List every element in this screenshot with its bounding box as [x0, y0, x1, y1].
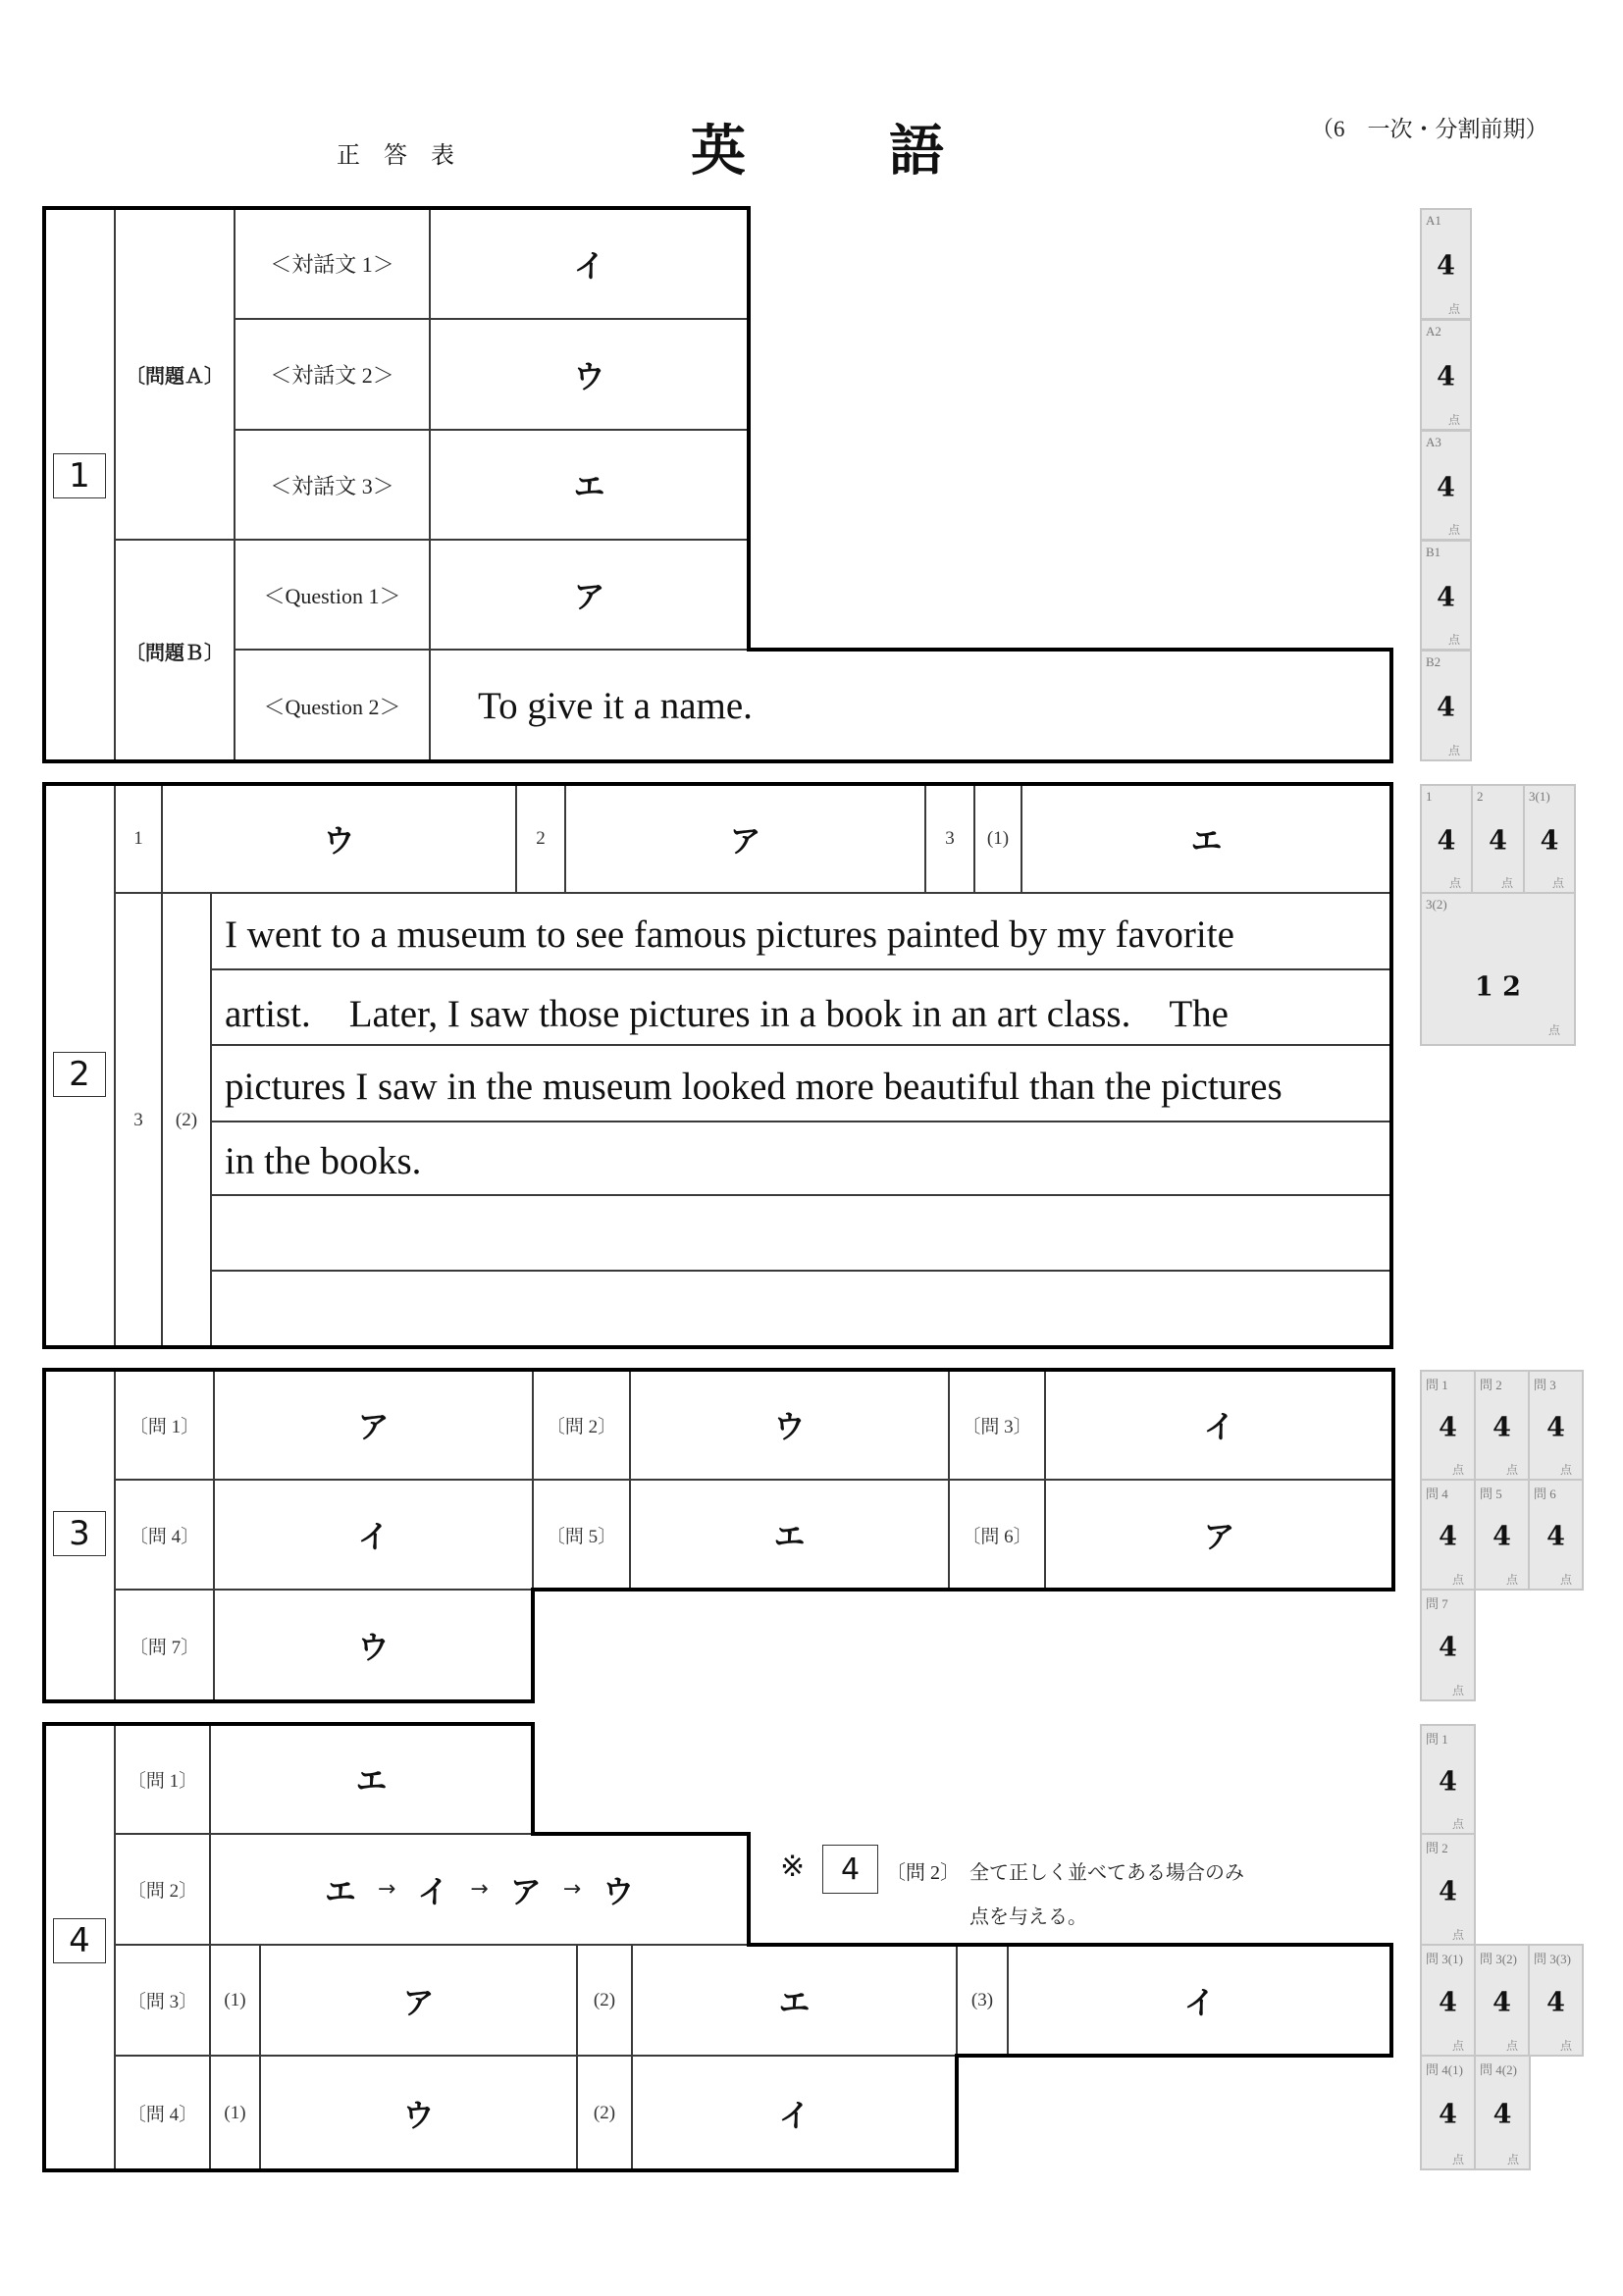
question-label: 〔問 7〕 [129, 1637, 200, 1658]
score-points: 4 [1439, 1987, 1457, 2018]
group-b-cell [115, 540, 235, 761]
score-box [1420, 2055, 1476, 2170]
question-label: ＜対話文 3＞ [270, 473, 394, 498]
score-unit: 点 [1451, 1928, 1464, 1942]
sub-question-cell [577, 1945, 632, 2056]
score-box [1420, 430, 1472, 541]
question-label-cell [533, 1480, 630, 1590]
sub-question-number: (2) [593, 1989, 616, 2010]
score-box [1420, 208, 1472, 320]
sequence-answer-cell [210, 1834, 749, 1945]
score-box [1420, 1724, 1476, 1835]
score-points: 4 [1540, 825, 1559, 857]
answer-cell [430, 650, 1391, 761]
question-label: ＜Question 1＞ [263, 583, 401, 608]
score-points: 4 [1437, 361, 1455, 392]
score-box [1420, 892, 1576, 1046]
score-label: 問 1 [1426, 1732, 1448, 1747]
answer-text: ウ [402, 2096, 435, 2134]
group-b-label: 〔問題Ｂ〕 [126, 640, 224, 664]
score-points: 4 [1439, 1766, 1457, 1798]
answer-text: エ [573, 468, 605, 505]
answer-cell [430, 430, 749, 540]
score-unit: 点 [1506, 2153, 1519, 2166]
sequence-item: イ [417, 1872, 449, 1910]
score-label: 1 [1426, 789, 1433, 804]
sub-question-cell [162, 893, 211, 1347]
section-number-box: 2 [53, 1052, 106, 1097]
score-points: 4 [1492, 1521, 1511, 1552]
score-unit: 点 [1500, 876, 1513, 890]
question-number-cell [516, 784, 565, 893]
score-unit: 点 [1451, 1684, 1464, 1697]
score-unit: 点 [1451, 2039, 1464, 2053]
score-points: 4 [1437, 692, 1455, 723]
score-points: 4 [1439, 1632, 1457, 1663]
question-label-cell [115, 1834, 210, 1945]
score-label: 問 2 [1426, 1841, 1448, 1855]
note-line-2: 点を与える。 [969, 1906, 1087, 1928]
question-label: 〔問 4〕 [129, 1526, 200, 1547]
question-label: ＜対話文 1＞ [270, 252, 394, 277]
sub-question-cell [957, 1945, 1008, 2056]
score-unit: 点 [1447, 744, 1460, 757]
answer-text: エ [773, 1518, 806, 1555]
question-label: ＜Question 2＞ [263, 694, 401, 719]
sub-question-number: (3) [970, 1989, 994, 2010]
question-label-cell [235, 319, 430, 430]
question-number: 3 [133, 1109, 143, 1130]
question-label: ＜対話文 2＞ [270, 363, 394, 388]
answer-text: イ [1203, 1408, 1235, 1445]
question-number-cell [115, 784, 162, 893]
score-label: A3 [1426, 435, 1441, 449]
question-label-cell [235, 208, 430, 319]
answer-cell [214, 1590, 533, 1701]
score-unit: 点 [1505, 1463, 1518, 1477]
answer-text: ウ [573, 357, 605, 395]
score-points: 4 [1439, 2099, 1457, 2130]
score-label: B1 [1426, 545, 1441, 559]
answer-cell [1045, 1370, 1393, 1480]
score-unit: 点 [1447, 413, 1460, 427]
answer-cell [430, 319, 749, 430]
question-label-cell [235, 540, 430, 650]
answer-sequence [325, 1867, 634, 1912]
answer-cell [430, 208, 749, 319]
question-label-cell [115, 1724, 210, 1834]
answer-text: ウ [357, 1629, 390, 1666]
score-unit: 点 [1559, 1573, 1572, 1587]
arrow-right-icon: → [562, 1877, 582, 1902]
question-label: 〔問 1〕 [129, 1416, 200, 1437]
question-label-cell [115, 1590, 214, 1701]
question-label: 〔問 4〕 [127, 2105, 198, 2125]
score-label: 2 [1477, 789, 1484, 804]
score-label: 問 4(1) [1426, 2062, 1463, 2077]
question-label-cell [115, 1480, 214, 1590]
section-number-box: 4 [53, 1918, 106, 1963]
question-label-cell [949, 1370, 1045, 1480]
score-points: 4 [1439, 1876, 1457, 1907]
score-label: 問 2 [1480, 1378, 1502, 1392]
answer-cell [214, 1370, 533, 1480]
sub-question-cell [210, 2056, 260, 2170]
sub-question-number: (1) [224, 2102, 246, 2123]
answer-cell [430, 540, 749, 650]
sub-question-number: (2) [593, 2102, 616, 2123]
score-points: 4 [1437, 250, 1455, 282]
group-a-cell [115, 208, 235, 540]
answer-text: ウ [323, 821, 355, 860]
score-box [1528, 1944, 1584, 2057]
question-label: 〔問 2〕 [127, 1881, 198, 1902]
answer-cell [260, 2056, 577, 2170]
writing-line [211, 1045, 1391, 1122]
score-box [1420, 650, 1472, 761]
question-label-cell [115, 1945, 210, 2056]
score-box [1420, 319, 1472, 431]
score-box [1528, 1479, 1584, 1591]
question-number-cell [115, 893, 162, 1347]
score-label: 問 6 [1534, 1487, 1556, 1501]
note-line-1: 全て正しく並べてある場合のみ [969, 1862, 1244, 1884]
question-label: 〔問 2〕 [546, 1416, 617, 1437]
answer-key-label: 正答表 [337, 141, 478, 169]
score-points: 4 [1439, 1521, 1457, 1552]
score-box [1471, 784, 1525, 894]
answer-line-text: in the books. [225, 1140, 422, 1182]
score-label: B2 [1426, 654, 1441, 669]
answer-line-text: I went to a museum to see famous pictures painted by my favorite [225, 913, 1234, 956]
writing-line [211, 1195, 1391, 1271]
score-box [1420, 1589, 1476, 1701]
score-label: 3(1) [1529, 789, 1550, 804]
group-a-label: 〔問題Ａ〕 [126, 363, 224, 388]
score-points: 4 [1492, 1412, 1511, 1443]
answer-text: エ [778, 1983, 811, 2021]
score-points: 4 [1546, 1521, 1565, 1552]
answer-cell [565, 784, 925, 893]
score-box [1420, 1479, 1476, 1591]
question-number: 3 [945, 827, 955, 849]
score-unit: 点 [1447, 302, 1460, 316]
score-unit: 点 [1551, 876, 1564, 890]
question-label-cell [115, 2056, 210, 2170]
question-number-cell [925, 784, 974, 893]
score-label: 問 4 [1426, 1487, 1448, 1501]
score-box [1420, 1833, 1476, 1946]
score-box [1420, 540, 1472, 651]
score-unit: 点 [1448, 876, 1461, 890]
score-label: 問 3(1) [1426, 1952, 1463, 1966]
arrow-right-icon: → [470, 1877, 489, 1902]
score-box [1420, 1944, 1476, 2057]
score-unit: 点 [1451, 1463, 1464, 1477]
answer-text: ア [402, 1983, 435, 2021]
score-box [1528, 1370, 1584, 1481]
answer-text: ウ [773, 1408, 806, 1445]
score-label: 問 4(2) [1480, 2062, 1517, 2077]
score-points: 4 [1439, 1412, 1457, 1443]
answer-cell [1021, 784, 1391, 893]
answer-cell [1008, 1945, 1391, 2056]
score-box [1474, 1370, 1530, 1481]
score-unit: 点 [1505, 1573, 1518, 1587]
question-label: 〔問 6〕 [962, 1526, 1032, 1547]
answer-cell [632, 1945, 957, 2056]
answer-cell [210, 1724, 533, 1834]
sequence-item: エ [324, 1872, 356, 1910]
answer-text: エ [355, 1762, 388, 1800]
writing-line [211, 1271, 1391, 1347]
answer-line-text: artist. Later, I saw those pictures in a book in an art class. The [225, 992, 1229, 1035]
question-label: 〔問 3〕 [127, 1992, 198, 2012]
score-points: 1 2 [1475, 971, 1521, 1003]
answer-text: イ [778, 2096, 811, 2134]
question-label: 〔問 3〕 [962, 1416, 1032, 1437]
question-number: 1 [133, 827, 143, 849]
score-unit: 点 [1451, 1573, 1464, 1587]
score-unit: 点 [1447, 633, 1460, 647]
writing-line [211, 893, 1391, 969]
answer-cell [1045, 1480, 1393, 1590]
score-label: 問 3 [1534, 1378, 1556, 1392]
score-unit: 点 [1559, 1463, 1572, 1477]
sub-question-cell [577, 2056, 632, 2170]
score-points: 4 [1437, 825, 1456, 857]
sub-question-cell [210, 1945, 260, 2056]
question-label-cell [949, 1480, 1045, 1590]
note-section-box: 4 [822, 1845, 878, 1894]
answer-cell [630, 1480, 949, 1590]
answer-cell [630, 1370, 949, 1480]
answer-cell [214, 1480, 533, 1590]
question-label-cell [115, 1370, 214, 1480]
answer-cell [162, 784, 516, 893]
subject-title: 英語 [691, 120, 1087, 183]
answer-text: To give it a name. [478, 684, 753, 727]
score-points: 4 [1492, 1987, 1511, 2018]
reference-mark: ※ [780, 1851, 806, 1883]
score-points: 4 [1489, 825, 1507, 857]
score-box [1420, 784, 1473, 894]
answer-text: エ [1190, 821, 1223, 860]
sub-question-cell [974, 784, 1021, 893]
score-label: 問 3(2) [1480, 1952, 1517, 1966]
exam-info: （6 一次・分割前期） [1311, 117, 1548, 141]
score-label: 問 1 [1426, 1378, 1448, 1392]
answer-text: イ [1183, 1983, 1216, 2021]
question-label: 〔問 1〕 [127, 1770, 198, 1792]
question-label-cell [235, 650, 430, 761]
question-number: 2 [536, 827, 546, 849]
score-box [1523, 784, 1576, 894]
score-label: 3(2) [1426, 897, 1447, 912]
sub-question-number: (2) [175, 1109, 198, 1130]
answer-text: ア [729, 821, 761, 860]
score-unit: 点 [1505, 2039, 1518, 2053]
score-label: 問 5 [1480, 1487, 1502, 1501]
score-label: 問 3(3) [1534, 1952, 1571, 1966]
score-unit: 点 [1547, 1023, 1560, 1037]
answer-text: ア [357, 1408, 390, 1445]
answer-cell [632, 2056, 957, 2170]
score-points: 4 [1546, 1412, 1565, 1443]
question-label-cell [533, 1370, 630, 1480]
answer-text: イ [573, 246, 605, 285]
question-label: 〔問 5〕 [546, 1526, 617, 1547]
answer-text: ア [1203, 1518, 1235, 1555]
section-number-box: 1 [53, 453, 106, 498]
score-unit: 点 [1559, 2039, 1572, 2053]
score-box [1474, 1479, 1530, 1591]
answer-text: イ [357, 1518, 390, 1555]
section-number-box: 3 [53, 1511, 106, 1556]
score-unit: 点 [1451, 2153, 1464, 2166]
score-points: 4 [1437, 472, 1455, 503]
sub-question-number: (1) [986, 827, 1010, 849]
score-label: A2 [1426, 324, 1441, 339]
score-points: 4 [1492, 2099, 1512, 2130]
answer-text: ア [573, 578, 605, 615]
score-box [1420, 1370, 1476, 1481]
score-unit: 点 [1447, 523, 1460, 537]
note-question-label: 〔問 2〕 [886, 1862, 960, 1884]
score-label: A1 [1426, 213, 1441, 228]
sequence-item: ウ [602, 1872, 635, 1910]
score-box [1474, 1944, 1530, 2057]
sub-question-number: (1) [224, 1989, 246, 2010]
score-points: 4 [1546, 1987, 1565, 2018]
score-box [1474, 2055, 1531, 2170]
writing-line [211, 1122, 1391, 1195]
score-label: 問 7 [1426, 1596, 1448, 1611]
answer-line-text: pictures I saw in the museum looked more beautiful than the pictures [225, 1065, 1283, 1108]
question-label-cell [235, 430, 430, 540]
arrow-right-icon: → [377, 1877, 396, 1902]
score-points: 4 [1437, 582, 1455, 613]
answer-cell [260, 1945, 577, 2056]
score-unit: 点 [1451, 1817, 1464, 1831]
sequence-item: ア [509, 1872, 542, 1910]
writing-line [211, 969, 1391, 1045]
